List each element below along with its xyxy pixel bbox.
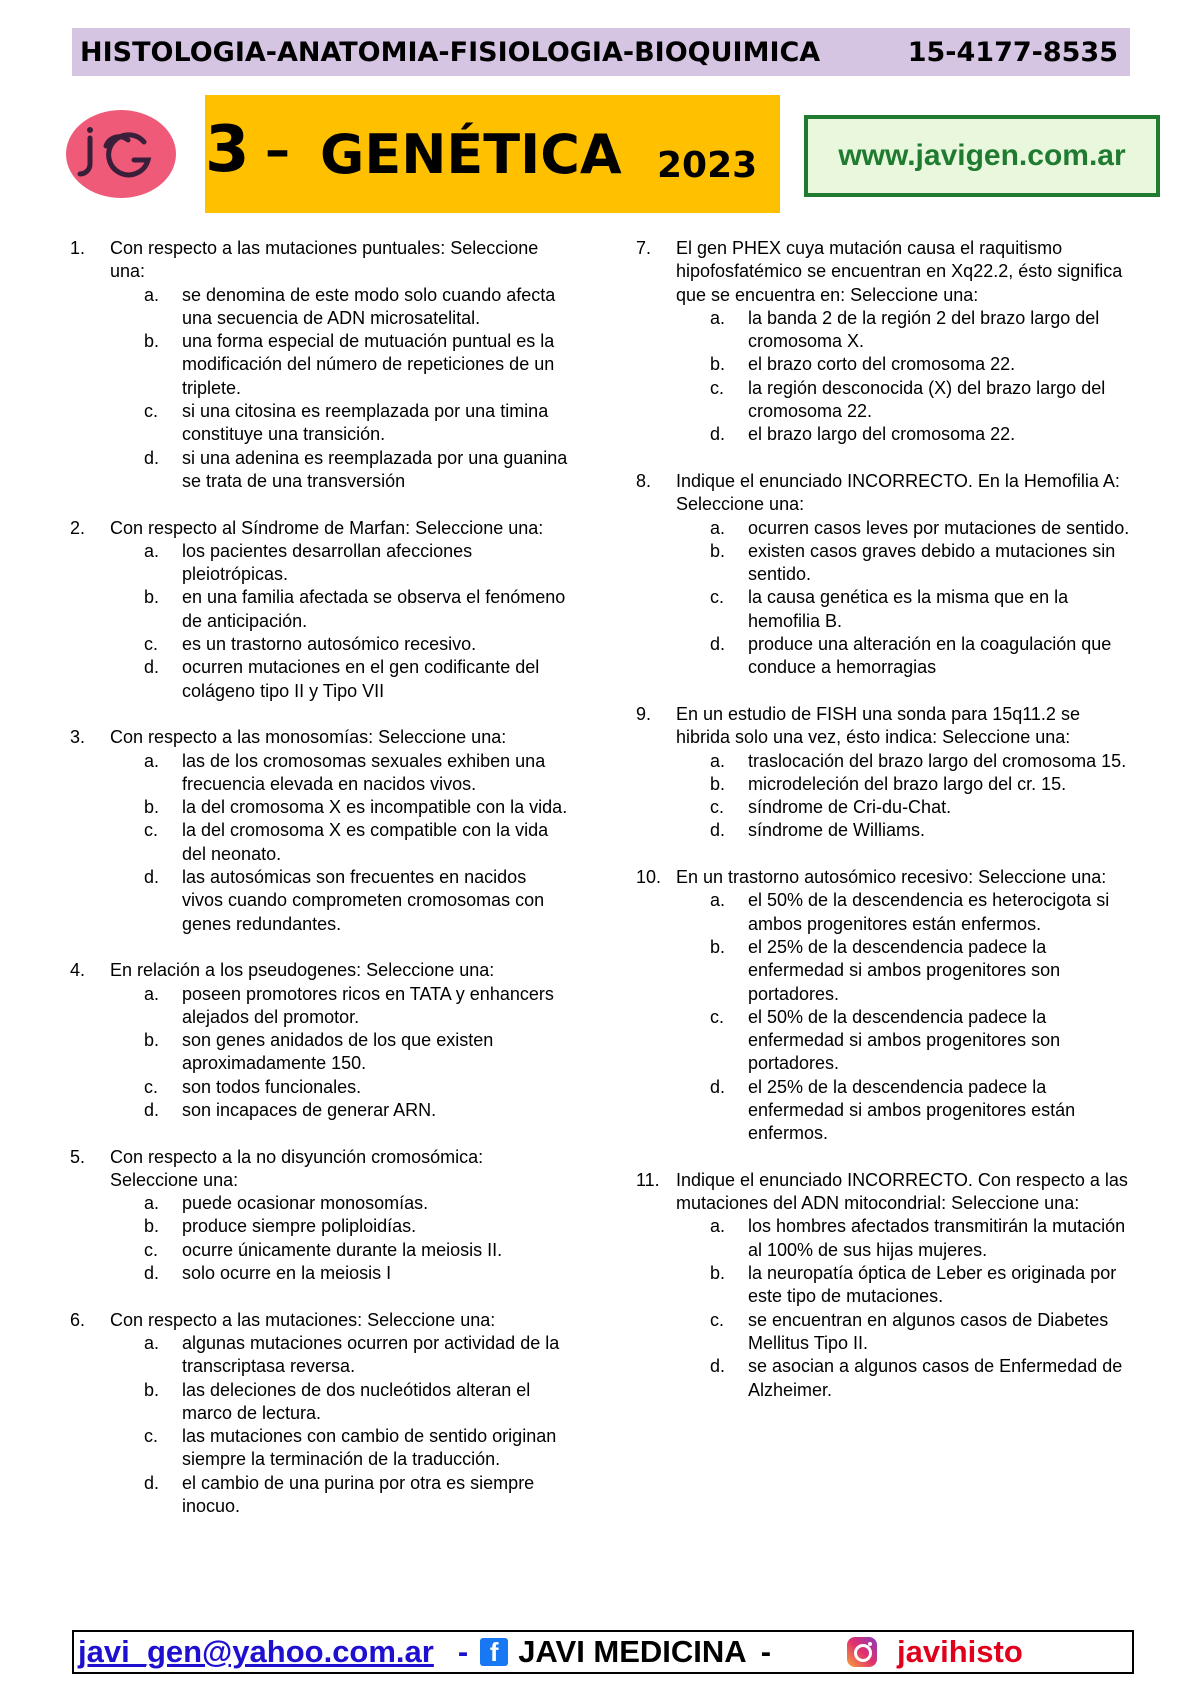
footer-separator-2: - (760, 1634, 772, 1669)
option-letter: a. (710, 890, 726, 911)
option-text: la del cromosoma X es incompatible con la vida. (182, 797, 568, 818)
question-item (636, 703, 1136, 843)
option-item[interactable] (710, 796, 1136, 819)
option-text: produce siempre poliploidías. (182, 1216, 417, 1237)
title-number: 3 (205, 113, 250, 187)
option-letter: d. (710, 634, 726, 655)
options-list (636, 1215, 1136, 1401)
title-year: 2023 (657, 145, 758, 186)
question-text: Con respecto al Síndrome de Marfan: Seleccione una: (110, 517, 544, 538)
questions-left-column (70, 237, 570, 1542)
header-band (72, 28, 1130, 76)
option-letter: c. (144, 1426, 159, 1447)
options-list (636, 307, 1136, 447)
option-letter: a. (144, 1193, 160, 1214)
option-item[interactable] (144, 400, 570, 447)
option-item[interactable] (144, 656, 570, 703)
option-item[interactable] (144, 819, 570, 866)
option-item[interactable] (144, 1215, 570, 1238)
question-line (636, 1169, 1136, 1216)
option-item[interactable] (144, 1192, 570, 1215)
option-item[interactable] (144, 540, 570, 587)
option-text: el 25% de la descendencia padece la enfermedad si ambos progenitores son portadores. (748, 936, 1061, 1004)
option-letter: d. (710, 820, 726, 841)
footer-bar (72, 1630, 1134, 1674)
footer-facebook-name[interactable]: JAVI MEDICINA (518, 1634, 747, 1669)
option-letter: d. (144, 867, 160, 888)
option-letter: b. (144, 797, 160, 818)
option-text: ocurre únicamente durante la meiosis II. (182, 1239, 503, 1260)
question-line (70, 237, 570, 284)
option-letter: d. (144, 1263, 160, 1284)
option-text: se encuentran en algunos casos de Diabetes Mellitus Tipo II. (748, 1309, 1109, 1353)
option-item[interactable] (144, 1076, 570, 1099)
option-item[interactable] (710, 540, 1136, 587)
question-line (636, 237, 1136, 307)
question-item (70, 726, 570, 936)
option-letter: b. (710, 773, 726, 794)
option-text: los hombres afectados transmitirán la mutación al 100% de sus hijas mujeres. (748, 1216, 1126, 1260)
question-item (636, 1169, 1136, 1402)
option-letter: d. (710, 1356, 726, 1377)
option-text: solo ocurre en la meiosis I (182, 1263, 392, 1284)
options-list (636, 517, 1136, 680)
option-item[interactable] (144, 1472, 570, 1519)
option-letter: c. (144, 634, 159, 655)
option-text: se denomina de este modo solo cuando afecta una secuencia de ADN microsatelital. (182, 284, 556, 328)
question-item (70, 959, 570, 1122)
option-text: síndrome de Williams. (748, 820, 926, 841)
option-letter: a. (144, 750, 160, 771)
question-text: Con respecto a las mutaciones puntuales: Seleccione una: (110, 238, 539, 282)
option-item[interactable] (710, 353, 1136, 376)
options-list (70, 750, 570, 936)
option-item[interactable] (144, 750, 570, 797)
option-item[interactable] (710, 1355, 1136, 1402)
option-item[interactable] (144, 1099, 570, 1122)
option-item[interactable] (144, 1029, 570, 1076)
question-number: 2. (70, 517, 86, 538)
question-text: Indique el enunciado INCORRECTO. Con respecto a las mutaciones del ADN mitocondrial: Seleccione una: (676, 1169, 1128, 1214)
option-letter: c. (144, 1239, 159, 1260)
option-item[interactable] (710, 1076, 1136, 1146)
option-item[interactable] (710, 586, 1136, 633)
option-letter: b. (710, 354, 726, 375)
question-item (70, 1309, 570, 1519)
option-letter: d. (144, 1472, 160, 1493)
question-line (636, 866, 1136, 889)
question-text: En relación a los pseudogenes: Seleccione una: (110, 960, 495, 981)
option-text: en una familia afectada se observa el fenómeno de anticipación. (182, 587, 566, 631)
footer-separator: - (457, 1634, 469, 1669)
question-number: 4. (70, 960, 86, 981)
option-text: ocurren mutaciones en el gen codificante del colágeno tipo II y Tipo VII (182, 657, 540, 701)
option-letter: c. (144, 820, 159, 841)
option-text: produce una alteración en la coagulación que conduce a hemorragias (748, 634, 1112, 678)
website-box[interactable] (804, 115, 1160, 197)
footer-instagram-name[interactable]: javihisto (897, 1634, 1023, 1669)
option-item[interactable] (710, 1006, 1136, 1076)
question-item (70, 1146, 570, 1286)
option-letter: c. (144, 401, 159, 422)
options-list (70, 540, 570, 703)
option-item[interactable] (710, 773, 1136, 796)
jg-logo-icon (66, 110, 176, 198)
options-list (636, 750, 1136, 843)
option-letter: b. (144, 1030, 160, 1051)
option-letter: b. (710, 936, 726, 957)
option-letter: b. (144, 587, 160, 608)
question-item (636, 237, 1136, 447)
options-list (70, 1192, 570, 1285)
option-letter: c. (710, 587, 725, 608)
option-text: algunas mutaciones ocurren por actividad de la transcriptasa reversa. (182, 1332, 560, 1377)
option-text: la del cromosoma X es compatible con la vida del neonato. (182, 820, 549, 864)
option-text: se asocian a algunos casos de Enfermedad de Alzheimer. (748, 1356, 1123, 1400)
option-item[interactable] (144, 447, 570, 494)
option-item[interactable] (710, 1215, 1136, 1262)
option-item[interactable] (144, 586, 570, 633)
option-text: si una citosina es reemplazada por una timina constituye una transición. (182, 401, 549, 445)
option-text: la región desconocida (X) del brazo largo del cromosoma 22. (748, 377, 1106, 422)
option-item[interactable] (144, 330, 570, 400)
question-text: Con respecto a las mutaciones: Seleccione una: (110, 1309, 496, 1330)
options-list (636, 889, 1136, 1145)
option-text: poseen promotores ricos en TATA y enhancers alejados del promotor. (182, 983, 554, 1027)
option-text: puede ocasionar monosomías. (182, 1193, 429, 1214)
option-text: ocurren casos leves por mutaciones de sentido. (748, 517, 1130, 538)
option-item[interactable] (710, 423, 1136, 446)
option-letter: a. (710, 1216, 726, 1237)
option-item[interactable] (710, 377, 1136, 424)
option-item[interactable] (144, 1239, 570, 1262)
option-letter: a. (710, 750, 726, 771)
question-number: 6. (70, 1309, 86, 1330)
option-text: las mutaciones con cambio de sentido originan siempre la terminación de la traducción. (182, 1426, 557, 1470)
question-item (70, 237, 570, 493)
question-number: 1. (70, 238, 86, 258)
title-dash: – (265, 121, 290, 179)
option-text: la neuropatía óptica de Leber es originada por este tipo de mutaciones. (748, 1263, 1117, 1307)
option-text: son incapaces de generar ARN. (182, 1099, 437, 1120)
option-text: una forma especial de mutuación puntual es la modificación del número de repeticiones de un triplete. (182, 331, 555, 398)
question-text: Con respecto a las monosomías: Seleccione una: (110, 727, 507, 748)
option-letter: b. (144, 1379, 160, 1400)
option-letter: b. (144, 331, 160, 352)
option-text: el 25% de la descendencia padece la enfermedad si ambos progenitores están enfermos. (748, 1076, 1076, 1144)
question-line (70, 959, 570, 982)
question-line (70, 1309, 570, 1332)
option-letter: c. (710, 1006, 725, 1027)
option-item[interactable] (144, 983, 570, 1030)
question-text: Indique el enunciado INCORRECTO. En la Hemofilia A: Seleccione una: (676, 470, 1120, 515)
option-letter: a. (710, 517, 726, 538)
questions-right-column (636, 237, 1136, 1425)
option-text: la causa genética es la misma que en la hemofilia B. (748, 587, 1069, 631)
option-text: es un trastorno autosómico recesivo. (182, 634, 477, 655)
option-letter: d. (144, 447, 160, 468)
question-text: En un estudio de FISH una sonda para 15q11.2 se hibrida solo una vez, ésto indica: Seleccione una: (676, 703, 1080, 748)
subjects-title: HISTOLOGIA-ANATOMIA-FISIOLOGIA-BIOQUIMICA (80, 36, 821, 68)
question-number: 11. (636, 1169, 660, 1190)
option-text: el cambio de una purina por otra es siempre inocuo. (182, 1472, 535, 1517)
option-text: existen casos graves debido a mutaciones sin sentido. (748, 540, 1116, 585)
facebook-icon[interactable]: f (480, 1638, 508, 1666)
option-text: traslocación del brazo largo del cromosoma 15. (748, 750, 1127, 771)
option-letter: c. (144, 1076, 159, 1097)
option-letter: b. (710, 1263, 726, 1284)
option-item[interactable] (710, 517, 1136, 540)
option-letter: a. (144, 983, 160, 1004)
question-line (636, 703, 1136, 750)
option-letter: d. (144, 657, 160, 678)
option-item[interactable] (144, 1379, 570, 1426)
option-text: la banda 2 de la región 2 del brazo largo del cromosoma X. (748, 307, 1100, 352)
option-letter: b. (710, 540, 726, 561)
option-text: son genes anidados de los que existen aproximadamente 150. (182, 1030, 494, 1074)
option-text: los pacientes desarrollan afecciones pleiotrópicas. (182, 540, 473, 585)
options-list (70, 284, 570, 494)
question-text: En un trastorno autosómico recesivo: Seleccione una: (676, 867, 1107, 888)
question-number: 3. (70, 727, 86, 748)
question-item (636, 866, 1136, 1146)
question-line (70, 1146, 570, 1193)
option-item[interactable] (710, 307, 1136, 354)
option-letter: c. (710, 377, 725, 398)
question-number: 5. (70, 1146, 86, 1167)
question-number: 9. (636, 703, 652, 724)
option-text: las deleciones de dos nucleótidos alteran el marco de lectura. (182, 1379, 531, 1423)
question-number: 10. (636, 867, 662, 888)
question-text: El gen PHEX cuya mutación causa el raquitismo hipofosfatémico se encuentran en Xq22.2, ésto significa que se encuentra en: Seleccione una: (676, 238, 1123, 305)
option-letter: d. (710, 1076, 726, 1097)
option-item[interactable] (710, 1262, 1136, 1309)
option-item[interactable] (144, 1425, 570, 1472)
option-letter: b. (144, 1216, 160, 1237)
option-item[interactable] (144, 284, 570, 331)
option-item[interactable] (144, 633, 570, 656)
option-item[interactable] (710, 889, 1136, 936)
option-item[interactable] (144, 866, 570, 936)
option-item[interactable] (710, 750, 1136, 773)
option-text: las de los cromosomas sexuales exhiben una frecuencia elevada en nacidos vivos. (182, 750, 546, 794)
option-text: microdeleción del brazo largo del cr. 15. (748, 773, 1067, 794)
question-line (70, 726, 570, 749)
option-text: síndrome de Cri-du-Chat. (748, 797, 952, 818)
option-item[interactable] (710, 819, 1136, 842)
footer-email[interactable]: javi_gen@yahoo.com.ar (78, 1634, 434, 1669)
website-link[interactable]: www.javigen.com.ar (838, 139, 1126, 172)
title-text: GENÉTICA (320, 123, 622, 186)
option-letter: c. (710, 797, 725, 818)
question-line (636, 470, 1136, 517)
option-letter: d. (710, 424, 726, 445)
question-number: 8. (636, 470, 652, 491)
option-letter: c. (710, 1309, 725, 1330)
option-text: son todos funcionales. (182, 1076, 362, 1097)
option-item[interactable] (144, 796, 570, 819)
options-list (70, 983, 570, 1123)
question-item (636, 470, 1136, 680)
option-item[interactable] (144, 1262, 570, 1285)
option-item[interactable] (144, 1332, 570, 1379)
option-letter: a. (144, 1332, 160, 1353)
option-item[interactable] (710, 936, 1136, 1006)
option-text: el brazo corto del cromosoma 22. (748, 354, 1016, 375)
question-number: 7. (636, 238, 652, 258)
option-letter: d. (144, 1099, 160, 1120)
option-text: si una adenina es reemplazada por una guanina se trata de una transversión (182, 447, 568, 491)
option-item[interactable] (710, 1309, 1136, 1356)
option-text: el brazo largo del cromosoma 22. (748, 424, 1016, 445)
question-item (70, 517, 570, 703)
option-letter: a. (144, 284, 160, 305)
phone-number: 15-4177-8535 (907, 36, 1118, 68)
option-letter: a. (710, 307, 726, 328)
option-text: el 50% de la descendencia es heterocigota si ambos progenitores están enfermos. (748, 890, 1110, 934)
question-text: Con respecto a la no disyunción cromosómica: Seleccione una: (110, 1146, 484, 1190)
title-banner (205, 95, 780, 213)
option-text: las autosómicas son frecuentes en nacidos vivos cuando comprometen cromosomas con genes redundantes. (182, 867, 545, 934)
question-line (70, 517, 570, 540)
option-text: el 50% de la descendencia padece la enfermedad si ambos progenitores son portadores. (748, 1006, 1061, 1074)
option-letter: a. (144, 540, 160, 561)
option-item[interactable] (710, 633, 1136, 680)
instagram-icon[interactable] (847, 1637, 877, 1667)
options-list (70, 1332, 570, 1518)
